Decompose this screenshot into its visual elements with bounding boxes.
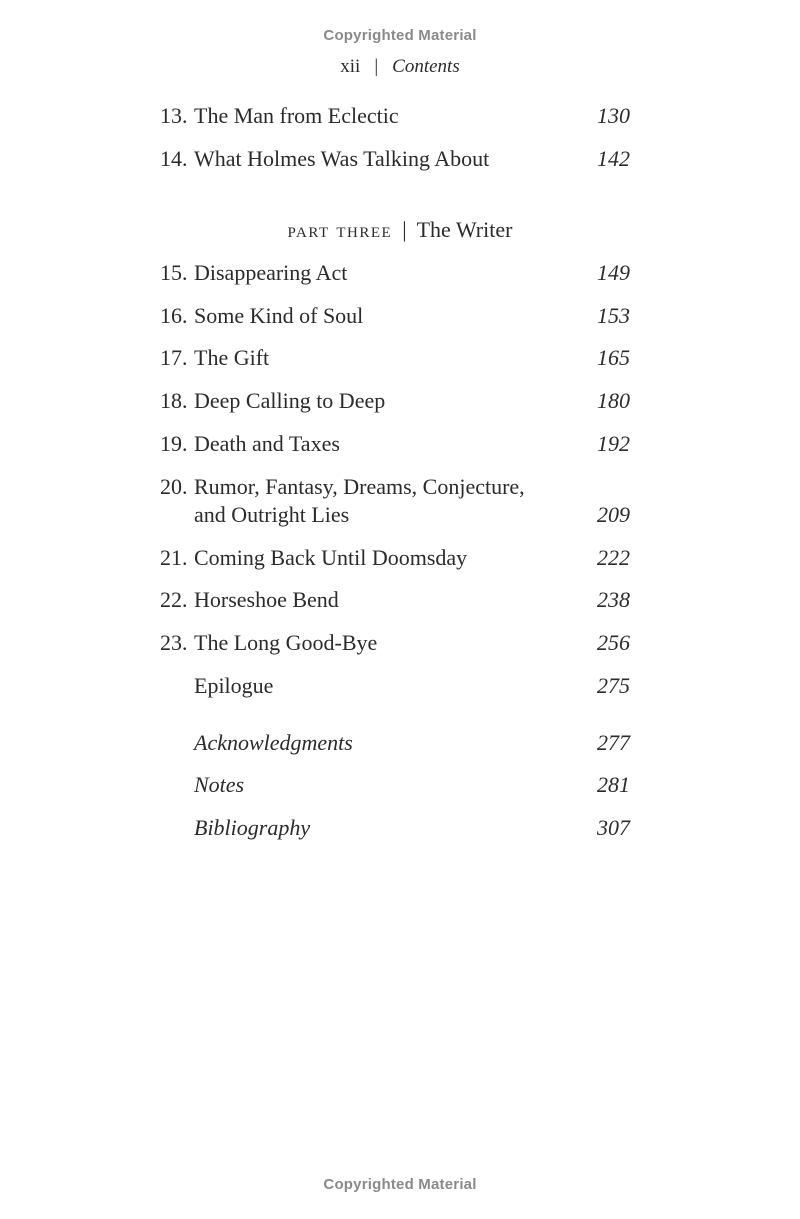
chapter-number: 17. bbox=[160, 345, 188, 370]
chapter-number: 19. bbox=[160, 431, 188, 456]
page-number: 281 bbox=[597, 772, 630, 797]
page-number: 165 bbox=[597, 345, 630, 370]
chapter-title: Disappearing Act bbox=[194, 260, 348, 285]
running-head bbox=[0, 56, 800, 78]
back-matter-title: Notes bbox=[194, 772, 245, 797]
chapter-number: 18. bbox=[160, 388, 188, 413]
page-number: 275 bbox=[597, 673, 630, 698]
chapter-number: 22. bbox=[160, 587, 188, 612]
chapter-number: 20. bbox=[160, 474, 188, 499]
page-number: 238 bbox=[597, 587, 630, 612]
chapter-title: The Gift bbox=[194, 345, 270, 370]
page-number: 256 bbox=[597, 630, 630, 655]
page-number: 307 bbox=[597, 815, 630, 840]
page-number: 142 bbox=[597, 146, 630, 171]
chapter-title: Death and Taxes bbox=[194, 431, 340, 456]
back-matter-title: Acknowledgments bbox=[194, 730, 353, 755]
page-number: 153 bbox=[597, 303, 630, 328]
chapter-number: 21. bbox=[160, 545, 188, 570]
chapter-title: Horseshoe Bend bbox=[194, 587, 339, 612]
running-head-title: Contents bbox=[392, 56, 460, 77]
page-number: 222 bbox=[597, 545, 630, 570]
chapter-title: Some Kind of Soul bbox=[194, 303, 364, 328]
page-number: 130 bbox=[597, 103, 630, 128]
page-number: 277 bbox=[597, 730, 630, 755]
chapter-title: What Holmes Was Talking About bbox=[194, 146, 490, 171]
chapter-title: The Long Good-Bye bbox=[194, 630, 378, 655]
chapter-title: Epilogue bbox=[194, 673, 274, 698]
chapter-number: 16. bbox=[160, 303, 188, 328]
chapter-title: Rumor, Fantasy, Dreams, Conjecture, bbox=[194, 474, 525, 499]
part-separator: | bbox=[402, 217, 407, 242]
part-title: The Writer bbox=[416, 217, 513, 242]
chapter-number: 15. bbox=[160, 260, 188, 285]
page-number: 149 bbox=[597, 260, 630, 285]
copyright-watermark-top: Copyrighted Material bbox=[323, 27, 477, 44]
page-number: 209 bbox=[597, 502, 630, 527]
copyright-watermark-bottom: Copyrighted Material bbox=[323, 1176, 477, 1193]
page-number: 192 bbox=[597, 431, 630, 456]
back-matter-title: Bibliography bbox=[194, 815, 311, 840]
chapter-title: The Man from Eclectic bbox=[194, 103, 399, 128]
chapter-title-continued: and Outright Lies bbox=[194, 502, 350, 527]
page-number: 180 bbox=[597, 388, 630, 413]
chapter-number: 23. bbox=[160, 630, 188, 655]
chapter-number: 13. bbox=[160, 103, 188, 128]
chapter-title: Coming Back Until Doomsday bbox=[194, 545, 468, 570]
chapter-title: Deep Calling to Deep bbox=[194, 388, 386, 413]
part-heading bbox=[0, 216, 800, 244]
page-folio: xii bbox=[340, 56, 361, 77]
part-label: part three bbox=[287, 218, 393, 242]
running-head-separator: | bbox=[374, 56, 379, 77]
chapter-number: 14. bbox=[160, 146, 188, 171]
